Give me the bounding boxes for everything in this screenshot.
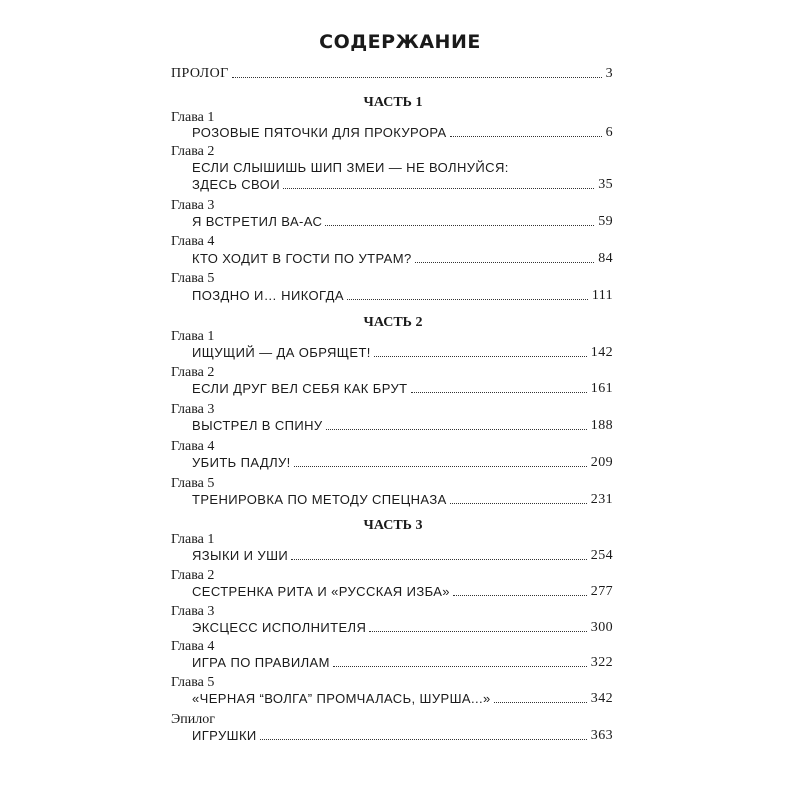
leader-dots (494, 702, 587, 703)
toc-entry (192, 214, 613, 230)
entry-page: 231 (590, 492, 613, 507)
chapter-label: Эпилог (171, 712, 215, 727)
entry-page: 161 (590, 381, 613, 396)
entry-title: ЭКСЦЕСС ИСПОЛНИТЕЛЯ (192, 620, 367, 635)
entry-title: ПОЗДНО И… НИКОГДА (192, 288, 344, 303)
entry-title: ВЫСТРЕЛ В СПИНУ (192, 418, 323, 433)
entry-title: ЗДЕСЬ СВОИ (192, 177, 280, 192)
entry-page: 6 (605, 125, 613, 140)
entry-page: 142 (590, 345, 613, 360)
entry-title: СЕСТРЕНКА РИТА И «РУССКАЯ ИЗБА» (192, 584, 450, 599)
chapter-label: Глава 2 (171, 144, 215, 159)
chapter-label: Глава 3 (171, 604, 215, 619)
leader-dots (333, 666, 587, 667)
toc-entry-prologue (171, 66, 613, 82)
chapter-label: Глава 4 (171, 639, 215, 654)
toc-entry (192, 251, 613, 267)
entry-page: 188 (590, 418, 613, 433)
part-heading: ЧАСТЬ 3 (363, 518, 423, 533)
page-title: СОДЕРЖАНИЕ (319, 31, 481, 53)
entry-title: «ЧЕРНАЯ “ВОЛГА” ПРОМЧАЛАСЬ, ШУРША...» (192, 691, 491, 706)
chapter-label: Глава 2 (171, 365, 215, 380)
entry-page: 111 (591, 288, 613, 303)
toc-entry (192, 548, 613, 564)
part-heading: ЧАСТЬ 2 (363, 315, 423, 330)
toc-entry-line1 (192, 160, 509, 176)
leader-dots (291, 559, 587, 560)
chapter-label: Глава 2 (171, 568, 215, 583)
chapter-label: Глава 3 (171, 402, 215, 417)
leader-dots (453, 595, 587, 596)
entry-title: Я ВСТРЕТИЛ ВА-АС (192, 214, 323, 229)
toc-entry (192, 381, 613, 397)
leader-dots (450, 136, 602, 137)
toc-entry (192, 418, 613, 434)
entry-title: ИЩУЩИЙ — ДА ОБРЯЩЕТ! (192, 345, 371, 360)
leader-dots (411, 392, 587, 393)
leader-dots (326, 429, 587, 430)
entry-page: 209 (590, 455, 613, 470)
chapter-label: Глава 3 (171, 198, 215, 213)
chapter-label: Глава 4 (171, 439, 215, 454)
leader-dots (374, 356, 587, 357)
entry-title: ПРОЛОГ (171, 66, 229, 81)
leader-dots (369, 631, 587, 632)
toc-entry (192, 125, 613, 141)
chapter-label: Глава 1 (171, 532, 215, 547)
leader-dots (294, 466, 587, 467)
entry-page: 342 (590, 691, 613, 706)
entry-title: ЕСЛИ ДРУГ ВЕЛ СЕБЯ КАК БРУТ (192, 381, 408, 396)
entry-title-line1: ЕСЛИ СЛЫШИШЬ ШИП ЗМЕИ — НЕ ВОЛНУЙСЯ: (192, 160, 509, 175)
leader-dots (415, 262, 595, 263)
toc-entry (192, 492, 613, 508)
entry-page: 59 (598, 214, 613, 229)
toc-entry (192, 177, 613, 193)
toc-entry-epilogue (192, 728, 613, 744)
toc-entry (192, 345, 613, 361)
entry-title: ИГРА ПО ПРАВИЛАМ (192, 655, 330, 670)
chapter-label: Глава 5 (171, 476, 215, 491)
leader-dots (232, 77, 602, 78)
leader-dots (283, 188, 594, 189)
entry-title: УБИТЬ ПАДЛУ! (192, 455, 291, 470)
entry-title: КТО ХОДИТ В ГОСТИ ПО УТРАМ? (192, 251, 412, 266)
toc-entry (192, 584, 613, 600)
leader-dots (450, 503, 587, 504)
chapter-label: Глава 4 (171, 234, 215, 249)
entry-title: ИГРУШКИ (192, 728, 257, 743)
toc-entry (192, 455, 613, 471)
chapter-label: Глава 1 (171, 329, 215, 344)
toc-entry (192, 691, 613, 707)
part-heading: ЧАСТЬ 1 (363, 95, 423, 110)
leader-dots (347, 299, 588, 300)
entry-page: 3 (605, 66, 613, 81)
toc-entry (192, 620, 613, 636)
entry-title: РОЗОВЫЕ ПЯТОЧКИ ДЛЯ ПРОКУРОРА (192, 125, 447, 140)
toc-entry (192, 288, 613, 304)
toc-entry (192, 655, 613, 671)
entry-page: 277 (590, 584, 613, 599)
entry-page: 322 (590, 655, 613, 670)
entry-page: 84 (598, 251, 613, 266)
entry-page: 300 (590, 620, 613, 635)
chapter-label: Глава 1 (171, 110, 215, 125)
chapter-label: Глава 5 (171, 675, 215, 690)
entry-page: 363 (590, 728, 613, 743)
entry-page: 254 (590, 548, 613, 563)
leader-dots (325, 225, 594, 226)
chapter-label: Глава 5 (171, 271, 215, 286)
entry-title: ТРЕНИРОВКА ПО МЕТОДУ СПЕЦНАЗА (192, 492, 447, 507)
entry-title: ЯЗЫКИ И УШИ (192, 548, 289, 563)
entry-page: 35 (598, 177, 613, 192)
leader-dots (260, 739, 587, 740)
